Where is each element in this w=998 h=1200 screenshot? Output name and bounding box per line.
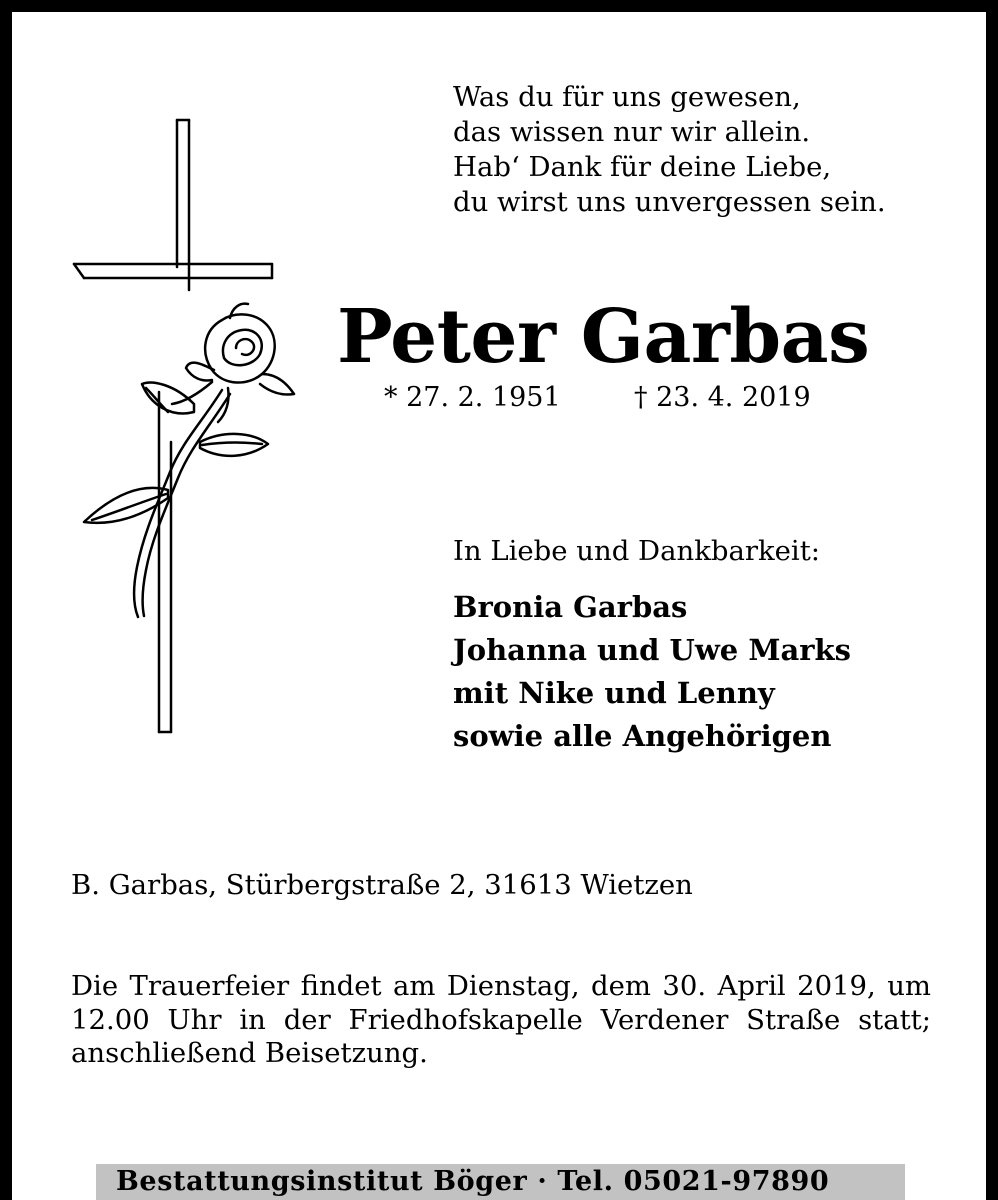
service-line: anschließend Beisetzung. xyxy=(71,1037,428,1069)
mourners-list xyxy=(453,586,851,758)
death-date: † 23. 4. 2019 xyxy=(634,382,811,413)
mourner-name: Johanna und Uwe Marks xyxy=(453,633,851,667)
poem-line: Was du für uns gewesen, xyxy=(453,81,801,113)
mourner-name: mit Nike und Lenny xyxy=(453,676,775,710)
poem-line: Hab‘ Dank für deine Liebe, xyxy=(453,151,832,183)
obituary-notice xyxy=(12,12,986,1200)
contact-address: B. Garbas, Stürbergstraße 2, 31613 Wietzen xyxy=(71,869,693,901)
deceased-name: Peter Garbas xyxy=(337,294,870,380)
funeral-home-footer: Bestattungsinstitut Böger · Tel. 05021-97890 xyxy=(116,1166,830,1197)
mourners-intro: In Liebe und Dankbarkeit: xyxy=(453,535,821,567)
poem-line: du wirst uns unvergessen sein. xyxy=(453,186,886,218)
service-line: Die Trauerfeier findet am Dienstag, dem 30. April 2019, um xyxy=(71,970,931,1002)
mourner-name: sowie alle Angehörigen xyxy=(453,719,832,753)
memorial-poem xyxy=(453,80,886,220)
service-line: 12.00 Uhr in der Friedhofskapelle Verdener Straße statt; xyxy=(71,1003,931,1036)
birth-date: * 27. 2. 1951 xyxy=(384,382,561,413)
poem-line: das wissen nur wir allein. xyxy=(453,116,811,148)
funeral-service-info xyxy=(71,970,931,1071)
cross-with-rose-icon xyxy=(62,112,302,752)
mourner-name: Bronia Garbas xyxy=(453,590,688,624)
